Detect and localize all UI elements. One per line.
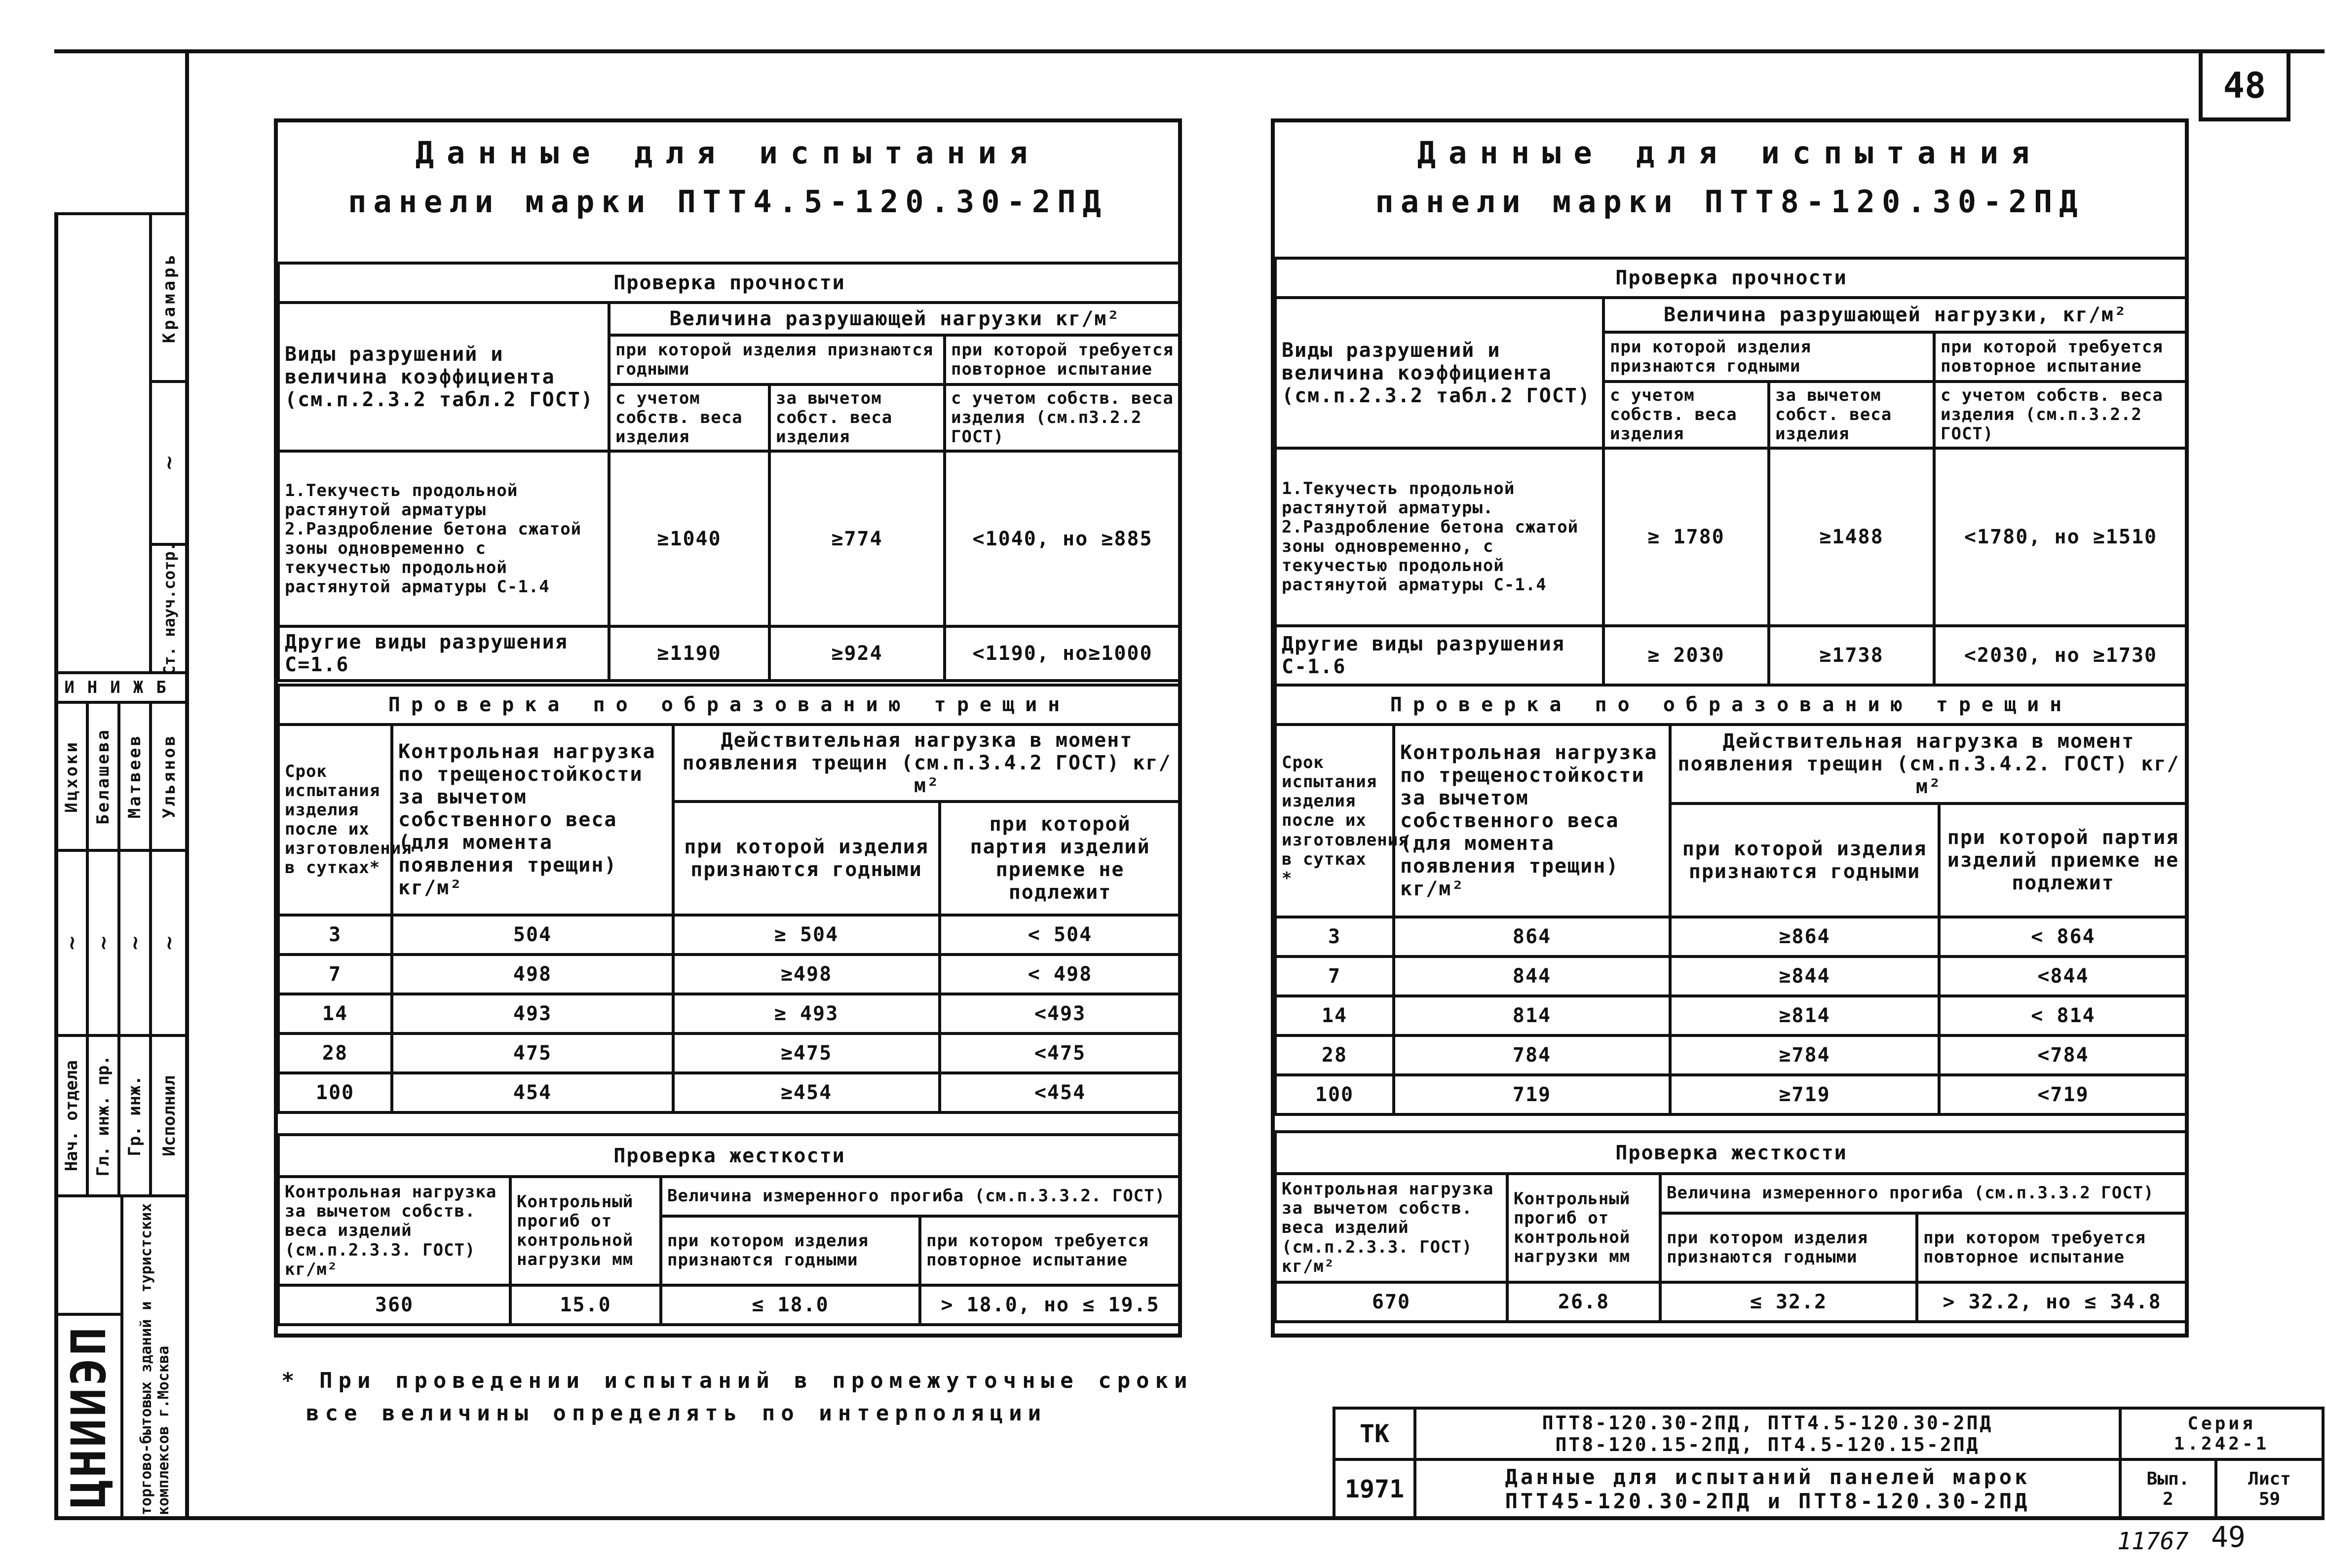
title-block-series	[2119, 1407, 2325, 1461]
left-stiffness-retest: > 18.0, но ≤ 19.5	[920, 1285, 1181, 1325]
right-strength-row2-v1: ≥ 2030	[1603, 626, 1769, 685]
tk-label: ТК	[1359, 1419, 1390, 1448]
description-line1: Данные для испытаний панелей марок	[1505, 1465, 2030, 1489]
right-strength-heading: Проверка прочности	[1275, 258, 2187, 298]
left-stiffness-deflection: 15.0	[510, 1285, 661, 1325]
org-name-cell	[120, 1194, 189, 1520]
left-cracks-row4-good: ≥475	[673, 1033, 940, 1073]
left-strength-load-header: Величина разрушающей нагрузки кг/м²	[609, 303, 1181, 335]
role-2-text: Гл. инж. пр.	[93, 1055, 113, 1177]
left-strength-row2-v3: <1190, но≥1000	[945, 626, 1181, 681]
sheet-value: 59	[2258, 1489, 2281, 1509]
left-cracks-row2-days: 7	[278, 955, 392, 994]
right-strength-row1-v3: <1780, но ≥1510	[1934, 448, 2187, 626]
table-row	[278, 994, 1181, 1033]
right-stiffness-col1-header: Контрольная нагрузка за вычетом собств. веса изделий (см.п.2.3.3. ГОСТ) кг/м²	[1275, 1174, 1507, 1282]
header-marks-text: ИНИЖБ	[64, 678, 179, 697]
table-row	[278, 1073, 1181, 1112]
left-strength-col1-header: Виды разрушений и величина коэффициента (см.п.2.3.2 табл.2 ГОСТ)	[278, 303, 609, 451]
left-cracks-heading: Проверка по образованию трещин	[278, 685, 1181, 725]
right-cracks-row3-good: ≥814	[1670, 996, 1939, 1035]
left-strength-row1-type: 1.Текучесть продольной растянутой арматуры 2.Раздробление бетона сжатой зоны одновременно с текучестью продольной растянутой арматуры С-1.4	[278, 451, 609, 626]
right-strength-row1-v1: ≥ 1780	[1603, 448, 1769, 626]
right-cracks-row5-days: 100	[1275, 1075, 1394, 1114]
left-cracks-row4-days: 28	[278, 1033, 392, 1073]
right-cracks-row1-load: 864	[1394, 917, 1670, 956]
right-cracks-table	[1274, 684, 2189, 1116]
right-cracks-good-header: при которой изделия признаются годными	[1670, 803, 1939, 917]
right-cracks-col2-header: Контрольная нагрузка по трещеностойкости за вычетом собственного веса (для момента появления трещин) кг/м²	[1394, 725, 1670, 917]
left-strength-row2-v2: ≥924	[769, 626, 945, 681]
left-strength-row1-v3: <1040, но ≥885	[945, 451, 1181, 626]
right-stiffness-good: ≤ 32.2	[1660, 1282, 1917, 1322]
table-row	[1275, 917, 2187, 956]
right-cracks-heading: Проверка по образованию трещин	[1275, 685, 2187, 725]
table-row	[1275, 1035, 2187, 1075]
stamp-name-3	[117, 701, 152, 852]
title-block-issue	[2119, 1458, 2217, 1520]
right-cracks-row2-days: 7	[1275, 956, 1394, 996]
right-title-line2: панели марки ПТТ8-120.30-2ПД	[1375, 184, 2085, 220]
right-panel-title	[1276, 128, 2184, 226]
stamp-signature-4	[149, 849, 189, 1037]
left-stiffness-good-header: при котором изделия признаются годными	[661, 1216, 920, 1285]
sheet-label: Лист	[2248, 1469, 2291, 1489]
table-row	[1275, 1075, 2187, 1114]
left-strength-with-weight: с учетом собств. веса изделия	[609, 384, 769, 451]
left-cracks-row2-load: 498	[392, 955, 673, 994]
stamp-upper-signature	[149, 380, 189, 546]
right-cracks-col1-header: Срок испытания изделия после их изготовления в сутках *	[1275, 725, 1394, 917]
left-stiffness-measured-header: Величина измеренного прогиба (см.п.3.3.2. ГОСТ)	[661, 1177, 1181, 1216]
left-stiffness-col2-header: Контрольный прогиб от контрольной нагрузки мм	[510, 1177, 661, 1285]
right-strength-col1-header: Виды разрушений и величина коэффициента (см.п.2.3.2 табл.2 ГОСТ)	[1275, 298, 1603, 448]
series-label: Серия	[2187, 1414, 2256, 1434]
signature-1: ~	[60, 934, 83, 952]
left-title-line1: Данные для испытания	[415, 135, 1041, 171]
org-name: торгово-бытовых зданий и туристских комплексов г.Москва	[137, 1203, 172, 1515]
right-strength-row2-v3: <2030, но ≥1730	[1934, 626, 2187, 685]
top-border-line	[54, 49, 2325, 53]
right-cracks-row2-reject: <844	[1939, 956, 2187, 996]
signature-4: ~	[157, 934, 181, 952]
right-cracks-row1-days: 3	[1275, 917, 1394, 956]
footnote	[281, 1365, 1219, 1430]
right-strength-table	[1274, 257, 2189, 687]
left-cracks-row5-good: ≥454	[673, 1073, 940, 1112]
stamp-upper-empty	[54, 212, 152, 674]
right-cracks-row5-load: 719	[1394, 1075, 1670, 1114]
right-stiffness-good-header: при котором изделия признаются годными	[1660, 1213, 1917, 1282]
table-row	[278, 955, 1181, 994]
left-title-line2: панели марки ПТТ4.5-120.30-2ПД	[348, 184, 1108, 220]
title-block-year	[1333, 1458, 1416, 1520]
stamp-header-marks	[54, 671, 189, 704]
left-cracks-row5-days: 100	[278, 1073, 392, 1112]
signature-3: ~	[123, 934, 147, 952]
left-stiffness-load: 360	[278, 1285, 510, 1325]
footnote-line1: * При проведении испытаний в промежуточные сроки	[281, 1368, 1193, 1393]
upper-role-text: Ст. науч.сотр.	[159, 542, 179, 675]
left-cracks-row4-reject: <475	[940, 1033, 1181, 1073]
page-number: 48	[2223, 65, 2266, 106]
upper-name-text: Крамарь	[159, 252, 179, 344]
right-strength-row2-type: Другие виды разрушения С-1.6	[1275, 626, 1603, 685]
role-1-text: Нач. отдела	[62, 1060, 81, 1172]
left-cracks-row1-good: ≥ 504	[673, 915, 940, 955]
left-strength-row2-type: Другие виды разрушения С=1.6	[278, 626, 609, 681]
right-strength-row2-v2: ≥1738	[1769, 626, 1934, 685]
footnote-line2: все величины определять по интерполяции	[306, 1401, 1047, 1426]
right-cracks-row4-load: 784	[1394, 1035, 1670, 1075]
left-cracks-good-header: при которой изделия признаются годными	[673, 802, 940, 915]
left-cracks-col2-header: Контрольная нагрузка по трещеностойкости за вычетом собственного веса (для момента появления трещин) кг/м²	[392, 725, 673, 915]
left-cracks-row3-good: ≥ 493	[673, 994, 940, 1033]
left-strength-heading: Проверка прочности	[278, 263, 1181, 303]
left-stiffness-good: ≤ 18.0	[661, 1285, 920, 1325]
page-number-box	[2199, 49, 2290, 121]
left-cracks-row2-good: ≥498	[673, 955, 940, 994]
right-strength-with-weight: с учетом собств. веса изделия	[1603, 382, 1769, 448]
series-value: 1.242-1	[2173, 1434, 2270, 1454]
title-block-sheet	[2214, 1458, 2325, 1520]
signature-2: ~	[91, 934, 115, 952]
right-strength-load-header: Величина разрушающей нагрузки, кг/м²	[1603, 298, 2187, 332]
stamp-role-2	[86, 1034, 120, 1197]
stamp-signature-2	[86, 849, 120, 1037]
right-stiffness-load: 670	[1275, 1282, 1507, 1322]
left-cracks-reject-header: при которой партия изделий приемке не подлежит	[940, 802, 1181, 915]
left-cracks-row3-reject: <493	[940, 994, 1181, 1033]
table-row	[278, 915, 1181, 955]
left-cracks-row1-load: 504	[392, 915, 673, 955]
right-cracks-row2-good: ≥844	[1670, 956, 1939, 996]
stamp-upper-name	[149, 212, 189, 383]
role-4-text: Исполнил	[159, 1075, 179, 1156]
right-strength-row1-type: 1.Текучесть продольной растянутой арматуры. 2.Раздробление бетона сжатой зоны одновременно, с текучестью продольной растянутой арматуры С-1.4	[1275, 448, 1603, 626]
left-cracks-row2-reject: < 498	[940, 955, 1181, 994]
right-cracks-row4-days: 28	[1275, 1035, 1394, 1075]
right-cracks-row1-good: ≥864	[1670, 917, 1939, 956]
stamp-signature-3	[117, 849, 152, 1037]
right-cracks-row4-good: ≥784	[1670, 1035, 1939, 1075]
left-cracks-actual-header: Действительная нагрузка в момент появления трещин (см.п.3.4.2 ГОСТ) кг/м²	[673, 725, 1181, 802]
left-cracks-row5-reject: <454	[940, 1073, 1181, 1112]
stamp-role-3	[117, 1034, 152, 1197]
right-cracks-row3-load: 814	[1394, 996, 1670, 1035]
page-number-bottom: 49	[2211, 1520, 2246, 1554]
table-row	[278, 1033, 1181, 1073]
left-stiffness-col1-header: Контрольная нагрузка за вычетом собств. веса изделий (см.п.2.3.3. ГОСТ) кг/м²	[278, 1177, 510, 1285]
left-cracks-row1-days: 3	[278, 915, 392, 955]
left-cracks-col1-header: Срок испытания изделия после их изготовления в сутках*	[278, 725, 392, 915]
right-strength-minus-weight: за вычетом собст. веса изделия	[1769, 382, 1934, 448]
right-cracks-reject-header: при которой партия изделий приемке не подлежит	[1939, 803, 2187, 917]
left-panel-title	[279, 128, 1177, 226]
left-strength-row2-v1: ≥1190	[609, 626, 769, 681]
left-strength-minus-weight: за вычетом собст. веса изделия	[769, 384, 945, 451]
role-3-text: Гр. инж.	[125, 1075, 145, 1156]
right-stiffness-deflection: 26.8	[1507, 1282, 1660, 1322]
year-label: 1971	[1344, 1475, 1405, 1503]
archive-number: 11767	[2117, 1528, 2189, 1555]
table-row	[1275, 956, 2187, 996]
right-cracks-row5-good: ≥719	[1670, 1075, 1939, 1114]
right-cracks-row3-days: 14	[1275, 996, 1394, 1035]
right-stiffness-col2-header: Контрольный прогиб от контрольной нагрузки мм	[1507, 1174, 1660, 1282]
right-cracks-row4-reject: <784	[1939, 1035, 2187, 1075]
right-strength-good-header: при которой изделия признаются годными	[1603, 332, 1934, 382]
right-strength-retest-header: при которой требуется повторное испытание	[1934, 332, 2187, 382]
left-strength-with-weight2: с учетом собств. веса изделия (см.п3.2.2 ГОСТ)	[945, 384, 1181, 451]
name-2-text: Белашева	[93, 728, 113, 825]
right-stiffness-retest-header: при котором требуется повторное испытание	[1917, 1213, 2187, 1282]
left-strength-good-header: при которой изделия признаются годными	[609, 335, 945, 384]
left-stiffness-retest-header: при котором требуется повторное испытание	[920, 1216, 1181, 1285]
stamp-name-2	[86, 701, 120, 852]
title-block-marks	[1413, 1407, 2122, 1461]
right-strength-with-weight2: с учетом собств. веса изделия (см.п.3.2.2 ГОСТ)	[1934, 382, 2187, 448]
right-stiffness-measured-header: Величина измеренного прогиба (см.п.3.3.2 ГОСТ)	[1660, 1174, 2187, 1213]
upper-signature: ~	[157, 455, 181, 471]
left-cracks-table	[277, 684, 1182, 1114]
stamp-role-4	[149, 1034, 189, 1197]
right-cracks-row1-reject: < 864	[1939, 917, 2187, 956]
stamp-name-1	[54, 701, 89, 852]
right-title-line1: Данные для испытания	[1417, 135, 2043, 171]
left-strength-retest-header: при которой требуется повторное испытание	[945, 335, 1181, 384]
name-3-text: Матвеев	[125, 734, 145, 819]
name-4-text: Ульянов	[159, 734, 179, 819]
description-line2: ПТТ45-120.30-2ПД и ПТТ8-120.30-2ПД	[1505, 1489, 2030, 1513]
left-cracks-row1-reject: < 504	[940, 915, 1181, 955]
right-cracks-actual-header: Действительная нагрузка в момент появления трещин (см.п.3.4.2. ГОСТ) кг/м²	[1670, 725, 2187, 803]
right-cracks-row3-reject: < 814	[1939, 996, 2187, 1035]
marks-line2: ПТ8-120.15-2ПД, ПТ4.5-120.15-2ПД	[1555, 1434, 1980, 1455]
left-stiffness-table	[277, 1133, 1182, 1326]
right-stiffness-retest: > 32.2, но ≤ 34.8	[1917, 1282, 2187, 1322]
org-logo: ЦНИИЭП	[61, 1325, 116, 1508]
title-block-tk	[1333, 1407, 1416, 1461]
table-row	[1275, 996, 2187, 1035]
left-cracks-row5-load: 454	[392, 1073, 673, 1112]
right-cracks-row5-reject: <719	[1939, 1075, 2187, 1114]
org-logo-cell	[54, 1313, 123, 1520]
left-cracks-row3-days: 14	[278, 994, 392, 1033]
left-cracks-row4-load: 475	[392, 1033, 673, 1073]
stamp-name-4	[149, 701, 189, 852]
left-strength-row1-v1: ≥1040	[609, 451, 769, 626]
marks-line1: ПТТ8-120.30-2ПД, ПТТ4.5-120.30-2ПД	[1542, 1412, 1993, 1434]
left-cracks-row3-load: 493	[392, 994, 673, 1033]
left-stiffness-heading: Проверка жесткости	[278, 1135, 1181, 1177]
right-stiffness-heading: Проверка жесткости	[1275, 1132, 2187, 1174]
right-strength-row1-v2: ≥1488	[1769, 448, 1934, 626]
stamp-role-1	[54, 1034, 89, 1197]
title-block-description	[1413, 1458, 2122, 1520]
stamp-signature-1	[54, 849, 89, 1037]
name-1-text: Ицхоки	[62, 740, 81, 813]
left-strength-table	[277, 262, 1182, 682]
stamp-upper-role	[149, 543, 189, 674]
issue-value: 2	[2163, 1489, 2173, 1509]
right-stiffness-table	[1274, 1130, 2189, 1323]
left-strength-row1-v2: ≥774	[769, 451, 945, 626]
right-cracks-row2-load: 844	[1394, 956, 1670, 996]
issue-label: Вып.	[2146, 1469, 2190, 1489]
